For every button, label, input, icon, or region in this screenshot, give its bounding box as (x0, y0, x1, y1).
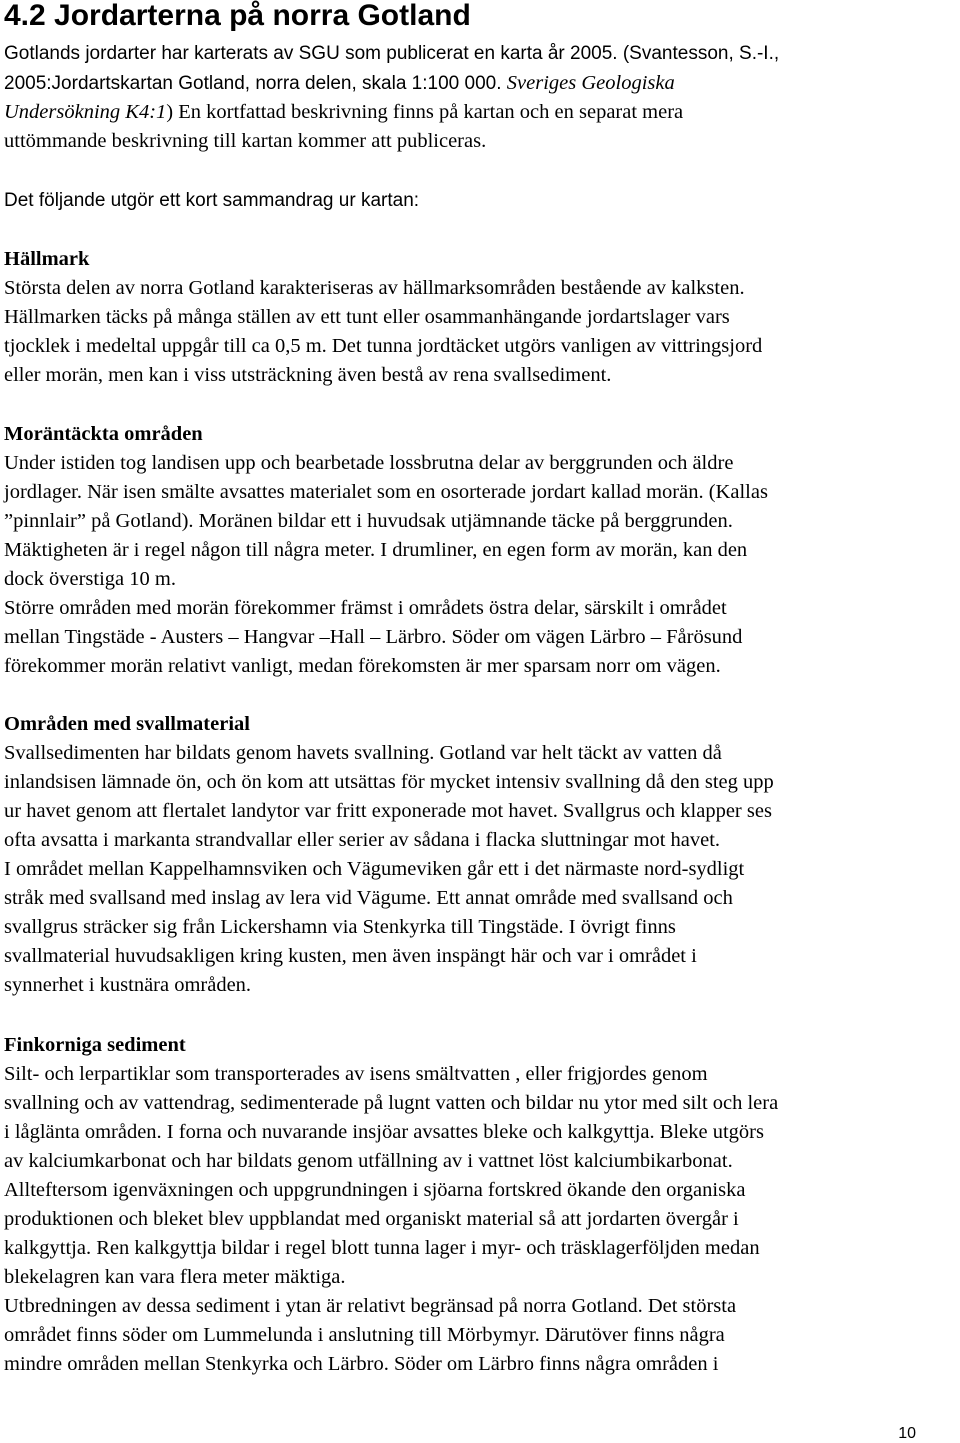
heading-moran: Moräntäckta områden (4, 423, 203, 445)
moran-line: Mäktigheten är i regel någon till några meter. I drumliner, en egen form av morän, kan den (4, 539, 748, 561)
intro-text: ) En kortfattad beskrivning finns på kartan och en separat mera (166, 101, 684, 123)
moran-line: mellan Tingstäde - Austers – Hangvar –Hall – Lärbro. Söder om vägen Lärbro – Fårösund (4, 626, 743, 648)
fin-line: produktionen och bleket blev uppblandat med organiskt material så att jordarten övergår i (4, 1208, 739, 1230)
heading-hallmark: Hällmark (4, 248, 90, 270)
moran-line: Större områden med morän förekommer främst i områdets östra delar, särskilt i området (4, 597, 727, 619)
fin-line: området finns söder om Lummelunda i anslutning till Mörbymyr. Därutöver finns några (4, 1324, 725, 1346)
page-number: 10 (898, 1425, 916, 1442)
intro-line-4: uttömmande beskrivning till kartan kommer att publiceras. (4, 130, 487, 152)
svall-line: Svallsedimenten har bildats genom havets svallning. Gotland var helt täckt av vatten då (4, 742, 722, 764)
fin-line: Silt- och lerpartiklar som transporterades av isens smältvatten , eller frigjordes genom (4, 1063, 708, 1085)
intro-line-1: Gotlands jordarter har karterats av SGU som publicerat en karta år 2005. (Svantesson, S.-I., (4, 43, 780, 64)
svall-line: synnerhet i kustnära områden. (4, 974, 252, 996)
svall-line: svallmaterial huvudsakligen kring kusten, men även inspängt här och var i området i (4, 945, 697, 967)
intro-line-2 (4, 70, 675, 97)
moran-line: jordlager. När isen smälte avsattes materialet som en osorterade jordart kallad morän. (Kallas (4, 481, 768, 503)
fin-line: kalkgyttja. Ren kalkgyttja bildar i regel blott tunna lager i myr- och träsklagerföljden medan (4, 1237, 760, 1259)
citation-italic: Sveriges Geologiska (506, 72, 675, 94)
intro-line-3 (4, 99, 683, 125)
fin-line: Utbredningen av dessa sediment i ytan är relativt begränsad på norra Gotland. Det största (4, 1295, 737, 1317)
heading-svall: Områden med svallmaterial (4, 713, 250, 735)
moran-line: ”pinnlair” på Gotland). Moränen bildar ett i huvudsak utjämnande täcke på berggrunden. (4, 510, 733, 532)
fin-line: Allteftersom igenväxningen och uppgrundningen i sjöarna fortskred ökande den organiska (4, 1179, 746, 1201)
citation-italic: Undersökning K4:1 (4, 101, 167, 123)
hallmark-line: Hällmarken täcks på många ställen av ett tunt eller osammanhängande jordartslager vars (4, 306, 730, 328)
moran-line: förekommer morän relativt vanligt, medan förekomsten är mer sparsam norr om vägen. (4, 655, 721, 677)
heading-finkorniga: Finkorniga sediment (4, 1034, 186, 1056)
svall-line: inlandsisen lämnade ön, och ön kom att utsättas för mycket intensiv svallning då den steg upp (4, 771, 774, 793)
svall-line: svallgrus sträcker sig från Lickershamn via Stenkyrka till Tingstäde. I övrigt finns (4, 916, 676, 938)
moran-line: Under istiden tog landisen upp och bearbetade lossbrutna delar av berggrunden och äldre (4, 452, 734, 474)
hallmark-line: tjocklek i medeltal uppgår till ca 0,5 m. Det tunna jordtäcket utgörs vanligen av vittringsjord (4, 335, 763, 357)
moran-line: dock överstiga 10 m. (4, 568, 176, 590)
hallmark-line: eller morän, men kan i viss utsträckning även bestå av rena svallsediment. (4, 364, 612, 386)
section-title: 4.2 Jordarterna på norra Gotland (4, 0, 471, 32)
fin-line: mindre områden mellan Stenkyrka och Lärbro. Söder om Lärbro finns några områden i (4, 1353, 719, 1375)
fin-line: blekelagren kan vara flera meter mäktiga. (4, 1266, 346, 1288)
svall-line: ur havet genom att flertalet landytor var fritt exponerade mot havet. Svallgrus och klapper ses (4, 800, 772, 822)
svall-line: I området mellan Kappelhamnsviken och Vägumeviken går ett i det närmaste nord-sydligt (4, 858, 745, 880)
svall-line: ofta avsatta i markanta strandvallar eller serier av sådana i flacka sluttningar mot havet. (4, 829, 721, 851)
hallmark-line: Största delen av norra Gotland karakteriseras av hällmarksområden bestående av kalksten. (4, 277, 745, 299)
fin-line: i låglänta områden. I forna och nuvarande insjöar avsattes bleke och kalkgyttja. Bleke utgörs (4, 1121, 764, 1143)
svall-line: stråk med svallsand med inslag av lera vid Vägume. Ett annat område med svallsand och (4, 887, 733, 909)
intro-text: 2005:Jordartskartan Gotland, norra delen, skala 1:100 000. (4, 73, 507, 94)
fin-line: av kalciumkarbonat och har bildats genom utfällning av i vattnet löst kalciumbikarbonat. (4, 1150, 733, 1172)
fin-line: svallning och av vattendrag, sedimenterade på lugnt vatten och bildar nu ytor med silt och lera (4, 1092, 779, 1114)
summary-intro: Det följande utgör ett kort sammandrag ur kartan: (4, 190, 420, 211)
